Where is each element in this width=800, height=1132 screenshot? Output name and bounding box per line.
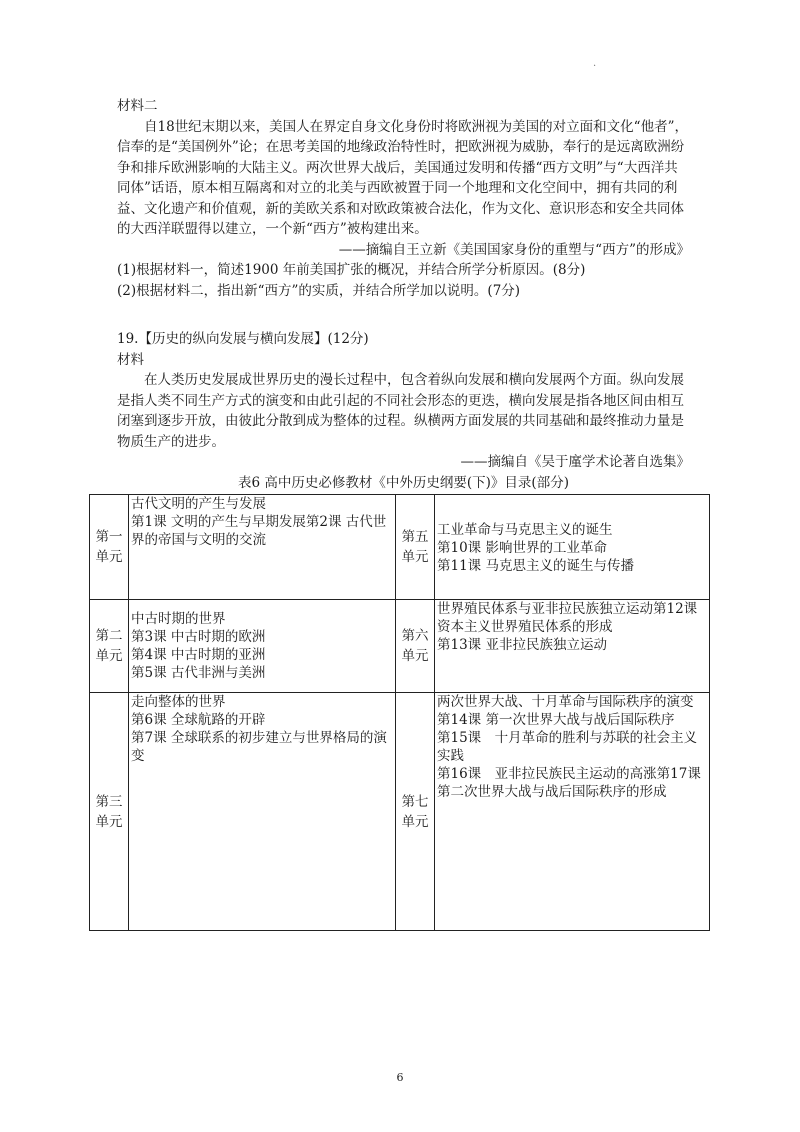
lesson-line: 第15课 十月革命的胜利与苏联的社会主义实践 bbox=[437, 730, 698, 764]
corner-mark: . bbox=[593, 58, 597, 69]
unit-title: 中古时期的世界 bbox=[131, 611, 226, 627]
unit-contents bbox=[129, 495, 396, 600]
textbook-toc-table bbox=[89, 494, 715, 931]
unit-contents bbox=[435, 600, 710, 693]
table-row bbox=[90, 495, 710, 600]
unit-label: 第二单元 bbox=[90, 600, 129, 693]
material2-body: 自18世纪末期以来，美国人在界定自身文化身份时将欧洲视为美国的对立面和文化“他者”，信奉的是“美国例外”论；在思考美国的地缘政治特性时，把欧洲视为威胁，奉行的是远离欧洲纷争和排斥欧洲影响的大陆主义。两次世界大战后，美国通过发明和传播“西方文明”与“大西洋共同体”话语，原本相互隔离和对立的北美与西欧被置于同一个地理和文化空间中，拥有共同的利益、文化遗产和价值观，新的美欧关系和对欧政策被合法化，作为文化、意识形态和安全共同体的大西洋联盟得以建立，一个新“西方”被构建出来。 bbox=[117, 118, 688, 237]
unit-title: 世界殖民体系与亚非拉民族独立运动第12课 资本主义世界殖民体系的形成 bbox=[437, 601, 698, 635]
table-row bbox=[90, 693, 710, 931]
unit-title: 古代文明的产生与发展 bbox=[131, 496, 266, 512]
page-number: 6 bbox=[396, 1071, 404, 1084]
unit-title: 工业革命与马克思主义的诞生 bbox=[437, 522, 613, 538]
lesson-line: 第6课 全球航路的开辟 bbox=[131, 712, 266, 728]
question-19-title: 19.【历史的纵向发展与横向发展】(12分) bbox=[117, 331, 369, 347]
unit-title: 走向整体的世界 bbox=[131, 694, 226, 710]
lesson-line: 第1课 文明的产生与早期发展第2课 古代世界的帝国与文明的交流 bbox=[131, 514, 387, 548]
lesson-line: 第5课 古代非洲与美洲 bbox=[131, 665, 266, 681]
unit-label: 第五单元 bbox=[396, 495, 435, 600]
lesson-line: 第11课 马克思主义的诞生与传播 bbox=[437, 558, 634, 574]
lesson-line: 第3课 中古时期的欧洲 bbox=[131, 629, 266, 645]
material2-heading: 材料二 bbox=[117, 98, 158, 114]
unit-contents bbox=[129, 600, 396, 693]
lesson-line: 第10课 影响世界的工业革命 bbox=[437, 540, 607, 556]
question-19-body: 在人类历史发展成世界历史的漫长过程中，包含着纵向发展和横向发展两个方面。纵向发展是指人类不同生产方式的演变和由此引起的不同社会形态的更迭，横向发展是指各地区间由相互闭塞到逐步开放，由彼此分散到成为整体的过程。纵横两方面发展的共同基础和最终推动力量是物质生产的进步。 bbox=[117, 372, 684, 450]
table-caption: 表6 高中历史必修教材《中外历史纲要(下)》目录(部分) bbox=[238, 474, 569, 491]
unit-title: 两次世界大战、十月革命与国际秩序的演变 bbox=[437, 694, 694, 710]
unit-contents bbox=[435, 693, 715, 931]
lesson-line: 第7课 全球联系的初步建立与世界格局的演变 bbox=[131, 730, 387, 764]
unit-label: 第一单元 bbox=[90, 495, 129, 600]
lesson-line: 第4课 中古时期的亚洲 bbox=[131, 647, 266, 663]
question-2: (2)根据材料二，指出新“西方”的实质，并结合所学加以说明。(7分) bbox=[117, 282, 521, 299]
lesson-line: 第14课 第一次世界大战与战后国际秩序 bbox=[437, 712, 675, 728]
question-19-material-label: 材料 bbox=[117, 351, 144, 368]
unit-label: 第六单元 bbox=[396, 600, 435, 693]
unit-label: 第三单元 bbox=[90, 693, 129, 931]
lesson-line: 第13课 亚非拉民族独立运动 bbox=[437, 637, 607, 653]
document-body bbox=[117, 96, 690, 493]
unit-contents bbox=[435, 495, 710, 600]
question-19-source: ——摘编自《吴于廑学术论著自选集》 bbox=[460, 454, 690, 470]
material2-source: ——摘编自王立新《美国国家身份的重塑与“西方”的形成》 bbox=[338, 241, 690, 258]
lesson-line: 第16课 亚非拉民族民主运动的高涨第17课 第二次世界大战与战后国际秩序的形成 bbox=[437, 766, 715, 800]
table-row bbox=[90, 600, 710, 693]
unit-label: 第七单元 bbox=[396, 693, 435, 931]
question-1: (1)根据材料一，简述1900 年前美国扩张的概况，并结合所学分析原因。(8分) bbox=[117, 262, 586, 278]
unit-contents bbox=[129, 693, 396, 931]
